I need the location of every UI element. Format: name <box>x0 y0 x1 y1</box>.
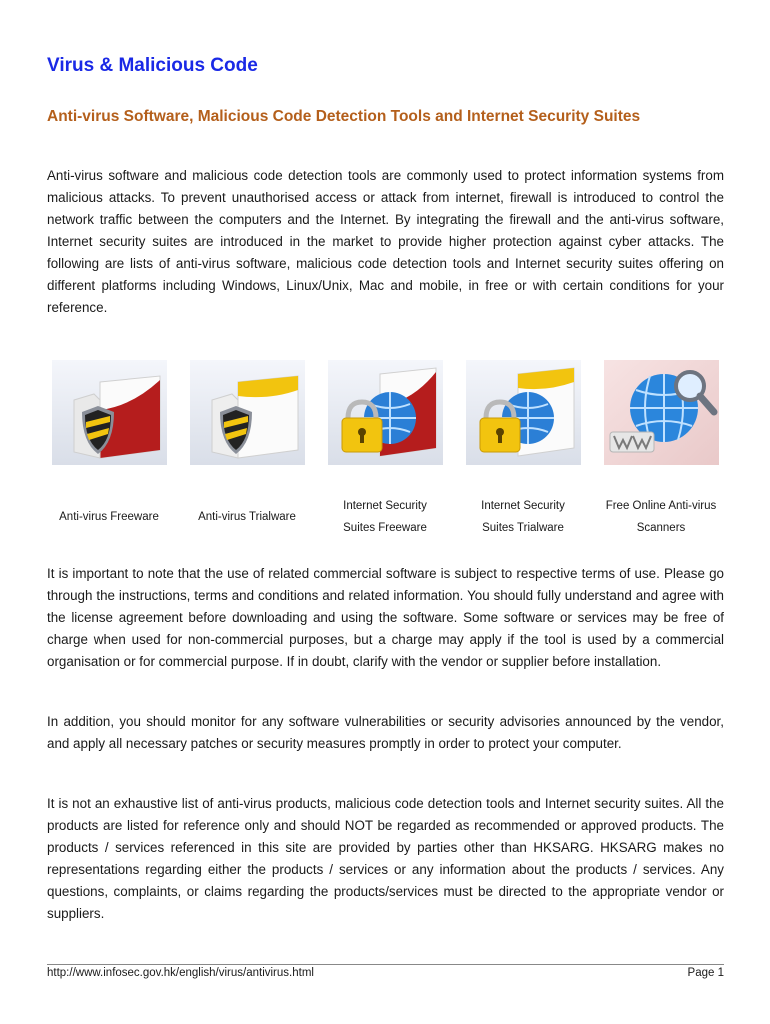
security-suites-trialware-icon <box>466 360 581 465</box>
antivirus-freeware-icon <box>52 360 167 465</box>
section-subtitle: Anti-virus Software, Malicious Code Detection Tools and Internet Security Suites <box>47 108 641 125</box>
disclaimer-paragraph: It is not an exhaustive list of anti-virus products, malicious code detection tools and Internet security suites. All the products are listed for reference only and should NOT be regarded as recommended or approved products. The products / services referenced in this site are provided by parties other than HKSARG. HKSARG makes no representations regarding either the products / services or any information about the products / services. Any questions, complaints, or claims regarding the products/services must be directed to the appropriate vendor or suppliers. <box>47 796 724 921</box>
product-label: Anti-virus Trialware <box>198 511 296 523</box>
product-antivirus-trialware[interactable] <box>178 355 316 545</box>
product-online-scanners[interactable] <box>592 355 730 545</box>
product-label <box>454 495 592 539</box>
product-category-row <box>40 355 740 545</box>
product-antivirus-freeware[interactable] <box>40 355 178 545</box>
product-security-suites-trialware[interactable] <box>454 355 592 545</box>
terms-paragraph: It is important to note that the use of related commercial software is subject to respective terms of use. Please go through the instructions, terms and conditions and related information. You should fully understand and agree with the license agreement before downloading and using the software. Some software or services may be free of charge when used for non-commercial purposes, but a charge may apply if the tool is used by a commercial organisation or for commercial purpose. If in doubt, clarify with the vendor or supplier before installation. <box>47 566 724 669</box>
page-title: Virus & Malicious Code <box>47 55 258 76</box>
product-label: Anti-virus Freeware <box>59 511 159 523</box>
product-label <box>316 495 454 539</box>
intro-paragraph: Anti-virus software and malicious code detection tools are commonly used to protect information systems from malicious attacks. To prevent unauthorised access or attack from internet, firewall is introduced to control the network traffic between the computers and the Internet. By integrating the firewall and the anti-virus software, Internet security suites are introduced in the market to provide higher protection against cyber attacks. The following are lists of anti-virus software, malicious code detection tools and Internet security suites offering on different platforms including Windows, Linux/Unix, Mac and mobile, in free or with certain conditions for your reference. <box>47 168 724 315</box>
product-label <box>592 495 730 539</box>
product-label-line-1: Internet Security <box>343 500 427 512</box>
product-label-line-2: Suites Trialware <box>482 522 564 534</box>
product-security-suites-freeware[interactable] <box>316 355 454 545</box>
online-scanner-icon <box>604 360 719 465</box>
product-label-line-1: Free Online Anti-virus <box>605 500 717 512</box>
antivirus-trialware-icon <box>190 360 305 465</box>
footer-url: http://www.infosec.gov.hk/english/virus/antivirus.html <box>47 967 314 979</box>
patch-paragraph: In addition, you should monitor for any software vulnerabilities or security advisories announced by the vendor, and apply all necessary patches or security measures promptly in order to protect your computer. <box>47 714 724 751</box>
product-label-line-2: Suites Freeware <box>343 522 427 534</box>
security-suites-freeware-icon <box>328 360 443 465</box>
product-label-line-1: Internet Security <box>481 500 565 512</box>
footer-divider <box>47 964 724 965</box>
product-label-line-2: Scanners <box>636 522 686 534</box>
page-number: Page 1 <box>687 967 724 979</box>
